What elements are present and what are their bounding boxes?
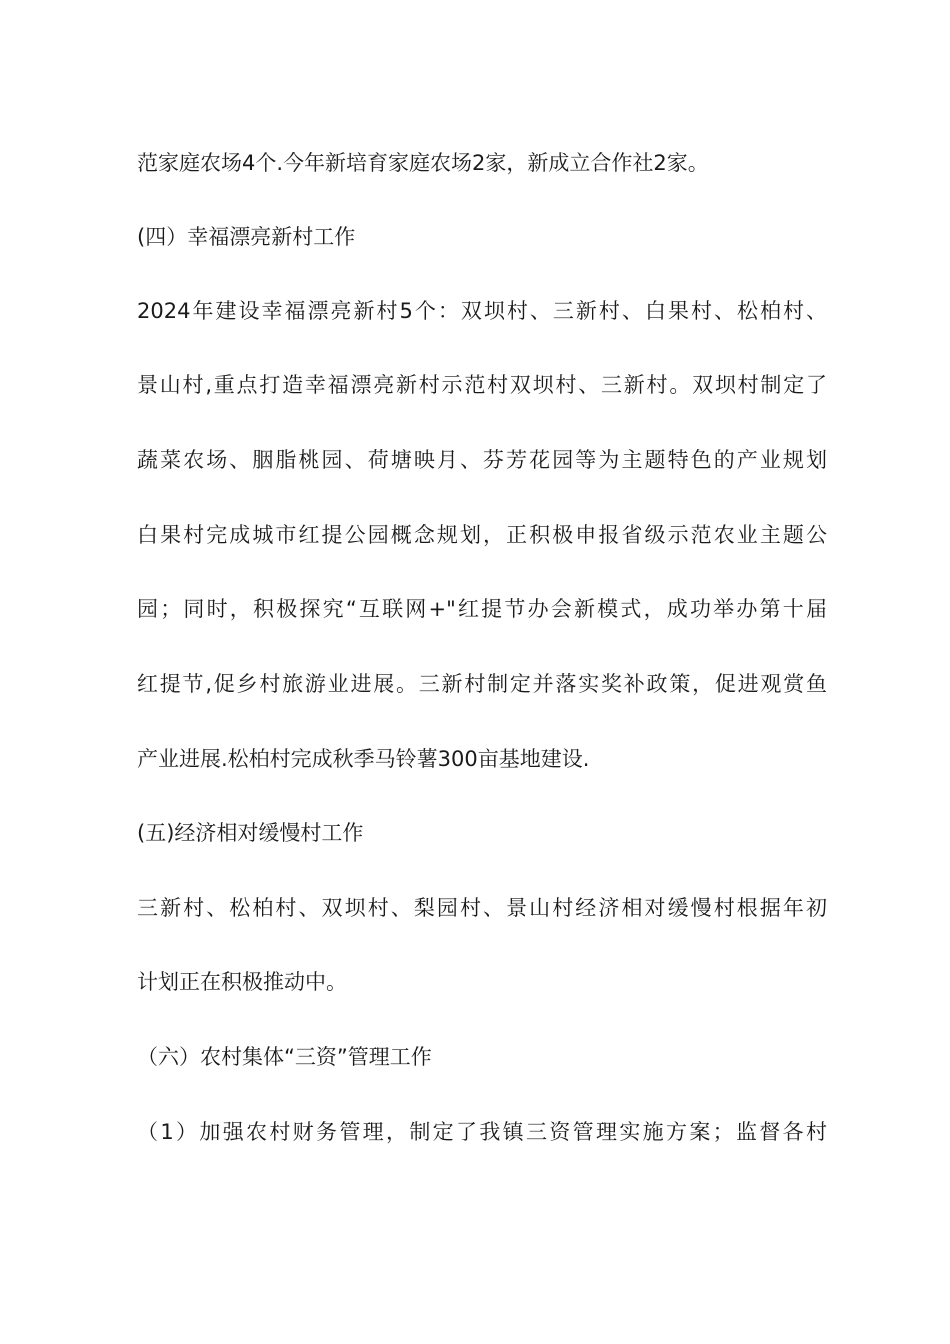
text-line-6: 白果村完成城市红提公园概念规划，正积极申报省级示范农业主题公 — [137, 523, 827, 547]
text-line-12: 计划正在积极推动中。 — [137, 970, 347, 994]
text-line-1: 范家庭农场4个.今年新培育家庭农场2家，新成立合作社2家。 — [137, 151, 709, 175]
text-line-5: 蔬菜农场、胭脂桃园、荷塘映月、芬芳花园等为主题特色的产业规划 — [137, 448, 827, 472]
text-line-8: 红提节,促乡村旅游业进展。三新村制定并落实奖补政策，促进观赏鱼 — [137, 672, 827, 696]
text-line-3: 2024年建设幸福漂亮新村5个：双坝村、三新村、白果村、松柏村、 — [137, 299, 827, 323]
text-line-11: 三新村、松柏村、双坝村、梨园村、景山村经济相对缓慢村根据年初 — [137, 896, 827, 920]
section-heading-5: (五)经济相对缓慢村工作 — [137, 821, 364, 845]
section-heading-6: （六）农村集体“三资”管理工作 — [137, 1045, 432, 1069]
text-line-7: 园；同时，积极探究“互联网+"红提节办会新模式，成功举办第十届 — [137, 597, 827, 621]
text-line-9: 产业进展.松柏村完成秋季马铃薯300亩基地建设. — [137, 747, 590, 771]
text-line-14: （1）加强农村财务管理，制定了我镇三资管理实施方案；监督各村 — [137, 1120, 827, 1144]
section-heading-4: (四）幸福漂亮新村工作 — [137, 225, 356, 249]
text-line-4: 景山村,重点打造幸福漂亮新村示范村双坝村、三新村。双坝村制定了 — [137, 373, 827, 397]
